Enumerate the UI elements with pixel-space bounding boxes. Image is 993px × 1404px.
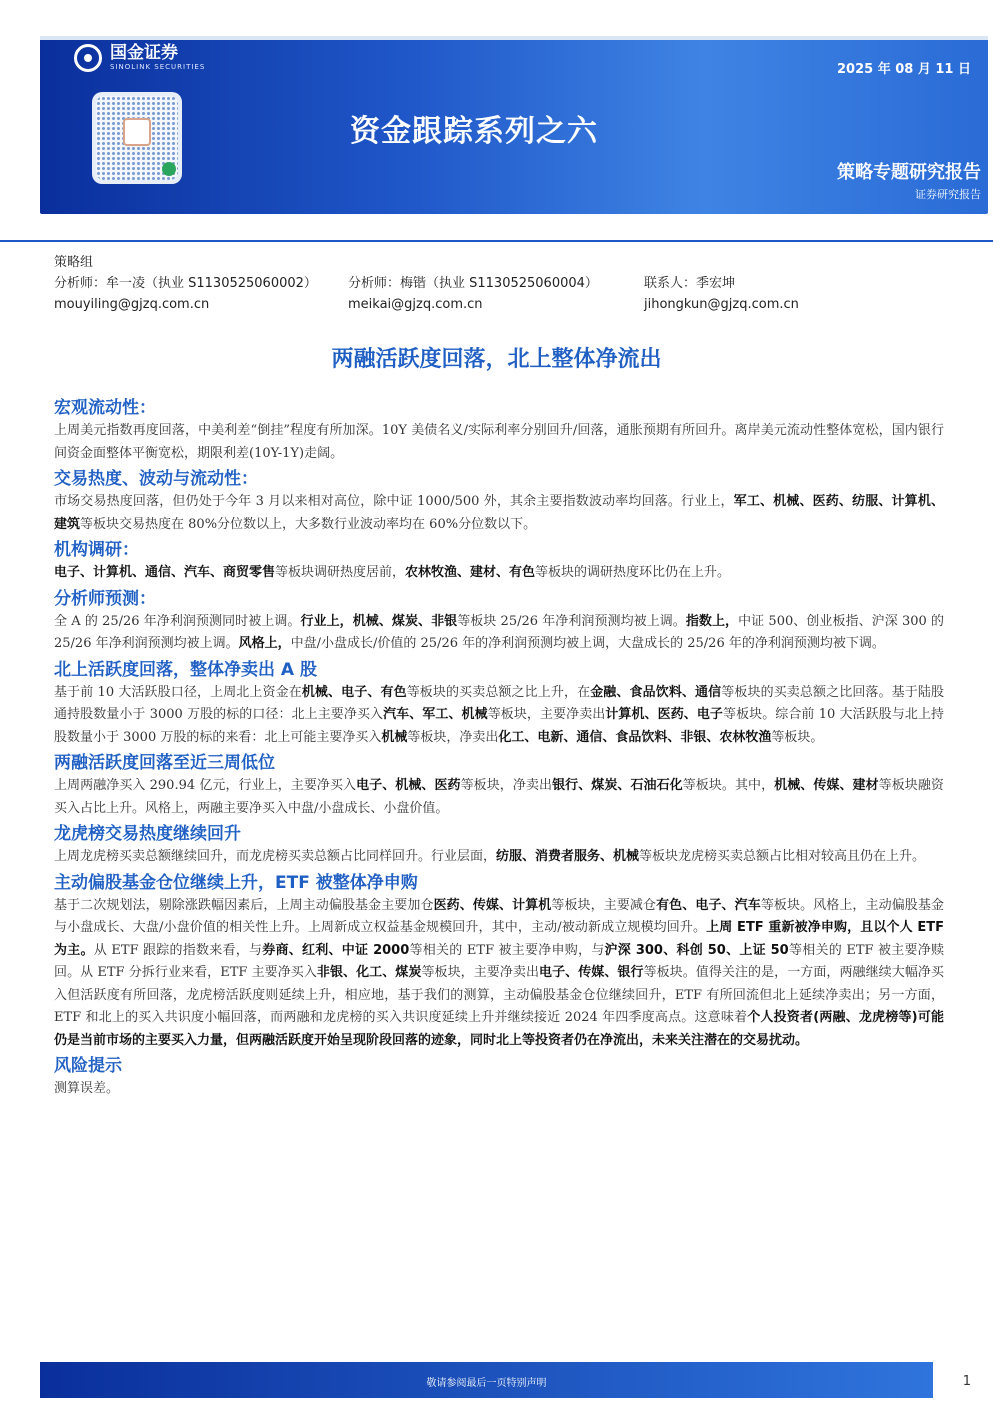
- report-type: 策略专题研究报告: [837, 162, 981, 183]
- highlight-text: 银行、煤炭、石油石化: [552, 778, 683, 793]
- body-text: 从 ETF 跟踪的指数来看，与: [93, 942, 263, 958]
- body-text: 上周两融净买入 290.94 亿元，行业上，主要净买入: [54, 778, 357, 793]
- highlight-text: 个人投资者(两融、龙虎榜等)可能仍是当前市场的主要买入力量，但两融活跃度开始呈现阶段回落的迹象，同时北上等投资者仍在净流出，未来关注潜在的交易扰动。: [54, 1010, 944, 1048]
- highlight-text: 纺服、消费者服务、机械: [496, 849, 640, 864]
- highlight-text: 券商、红利、中证 2000: [262, 942, 410, 958]
- body-text: 等板块，主要净卖出: [487, 707, 606, 722]
- analyst-1-email[interactable]: mouyiling@gjzq.com.cn: [54, 297, 210, 312]
- body-text: 等板块的买卖总额之比上升，在: [406, 684, 591, 700]
- qr-code-icon: [92, 92, 182, 184]
- body-text: 等板块 25/26 年净利润预测均被上调。: [457, 613, 686, 629]
- body-text: 等板块融资买入占比上升。风格上，两融主要净买入中盘/小盘成长、小盘价值。: [54, 778, 944, 816]
- report-subtype: 证券研究报告: [915, 188, 981, 201]
- body-text: 等板块的买卖总额之比回落。基于陆股通持股数量小于 3000 万股的标的口径：北上主要净买入: [54, 684, 944, 722]
- report-body: [54, 394, 944, 1101]
- logo-text: [110, 44, 205, 72]
- highlight-text: 电子、传媒、银行: [539, 965, 644, 980]
- body-text: 等板块。: [771, 729, 824, 745]
- section-heading: 交易热度、波动与流动性：: [54, 469, 258, 489]
- section-heading: 分析师预测：: [54, 588, 156, 609]
- logo-en-name: SINOLINK SECURITIES: [110, 63, 206, 71]
- body-text: 等板块。值得关注的是，一方面，两融继续大幅净买入但活跃度有所回落，龙虎榜活跃度则延续上升，相应地，基于我们的测算，主动偏股基金仓位继续回升，ETF 有所回流但北上延续净卖出；另一方面，ETF 和北上的买入共识度小幅回落，而两融和龙虎榜的买入共识度延续上升并继续接近 2024 年四季度高点。这意味着: [54, 965, 944, 1025]
- body-text: 等相关的 ETF 被主要净申购，与: [409, 942, 605, 958]
- report-main-title: 两融活跃度回落，北上整体净流出: [331, 347, 662, 372]
- highlight-text: 化工、电新、通信、食品饮料、非银、农林牧渔: [498, 729, 772, 745]
- body-text: 上周美元指数再度回落，中美利差“倒挂”程度有所加深。10Y 美债名义/实际利率分别回升/回落，通胀预期有所回升。离岸美元流动性整体宽松，国内银行间资金面整体平衡宽松，期限利差(10Y-1Y)走阔。: [54, 423, 944, 461]
- report-date: 2025 年 08 月 11 日: [837, 62, 971, 77]
- header-divider: [0, 240, 993, 242]
- sinolink-logo-icon: [74, 44, 102, 72]
- body-text: 基于前 10 大活跃股口径，上周北上资金在: [54, 684, 302, 700]
- highlight-text: 计算机、医药、电子: [605, 707, 723, 722]
- section-paragraph: [54, 1078, 944, 1101]
- highlight-text: 机械、传媒、建材: [774, 778, 879, 793]
- highlight-text: 风格上，: [238, 636, 291, 651]
- section-paragraph: [54, 775, 944, 820]
- body-text: 等板块，净卖出: [460, 778, 553, 793]
- section-paragraph: [54, 895, 944, 1053]
- highlight-text: 上周 ETF 重新被净申购，且以个人 ETF 为主。: [54, 920, 944, 958]
- series-title: 资金跟踪系列之六: [350, 114, 598, 149]
- analyst-1: 分析师：牟一凌（执业 S1130525060002）: [54, 276, 317, 291]
- highlight-text: 电子、计算机、通信、汽车、商贸零售: [54, 565, 276, 580]
- section-heading: 北上活跃度回落，整体净卖出 A 股: [54, 659, 317, 680]
- body-text: 上周龙虎榜买卖总额继续回升，而龙虎榜买卖总额占比同样回升。行业层面，: [54, 849, 497, 864]
- highlight-text: 汽车、军工、机械: [383, 707, 488, 722]
- body-text: 市场交易热度回落，但仍处于今年 3 月以来相对高位，除中证 1000/500 外，其余主要指数波动率均回落。行业上，: [54, 494, 734, 509]
- section-heading: 龙虎榜交易热度继续回升: [54, 824, 241, 844]
- section-heading: 两融活跃度回落至近三周低位: [54, 753, 275, 773]
- body-text: 等板块调研热度居前，: [275, 565, 406, 580]
- highlight-text: 指数上，: [685, 613, 739, 629]
- section-paragraph: [54, 682, 944, 750]
- body-text: 等板块，净卖出: [407, 729, 499, 745]
- body-text: 等板块龙虎榜买卖总额占比相对较高且仍在上升。: [639, 849, 926, 864]
- team-name: 策略组: [54, 255, 94, 270]
- body-text: 等板块，主要净卖出: [421, 965, 540, 980]
- logo-cn-name: 国金证券: [110, 43, 178, 63]
- body-text: 等板块。其中，: [682, 778, 775, 793]
- body-text: 等板块。风格上，主动偏股基金与小盘成长、大盘/小盘价值的相关性上升。上周新成立权益基金规模回升，其中，主动/被动新成立规模均回升。: [54, 897, 944, 935]
- section-paragraph: [54, 611, 944, 656]
- body-text: 等相关的 ETF 被主要净赎回。从 ETF 分拆行业来看，ETF 主要净买入: [54, 942, 944, 980]
- highlight-text: 农林牧渔、建材、有色: [405, 565, 536, 580]
- body-text: 等板块的调研热度环比仍在上升。: [535, 565, 731, 580]
- highlight-text: 医药、传媒、计算机: [433, 897, 552, 913]
- highlight-text: 非银、化工、煤炭: [316, 965, 422, 980]
- body-text: 等板块交易热度在 80%分位数以上，大多数行业波动率均在 60%分位数以下。: [80, 516, 537, 532]
- section-heading: 宏观流动性：: [54, 398, 156, 418]
- body-text: 等板块。综合前 10 大活跃股与北上持股数量小于 3000 万股的标的来看：北上可能主要净买入: [54, 707, 944, 745]
- qr-center-logo: [123, 118, 151, 146]
- contact-email[interactable]: jihongkun@gjzq.com.cn: [644, 297, 799, 312]
- body-text: 中盘/小盘成长/价值的 25/26 年的净利润预测均被上调，大盘成长的 25/26 年的净利润预测均被下调。: [290, 636, 885, 651]
- body-text: 全 A 的 25/26 年净利润预测同时被上调。: [54, 613, 301, 629]
- analyst-2-email[interactable]: meikai@gjzq.com.cn: [348, 297, 483, 312]
- highlight-text: 机械: [381, 729, 408, 745]
- header-top-strip: [40, 36, 988, 40]
- body-text: 等板块，主要减仓: [551, 897, 657, 913]
- highlight-text: 有色、电子、汽车: [656, 897, 761, 913]
- highlight-text: 军工、机械、医药、纺服、计算机、建筑: [54, 494, 944, 532]
- highlight-text: 金融、食品饮料、通信: [590, 684, 722, 700]
- body-text: 基于二次规划法，剔除涨跌幅因素后，上周主动偏股基金主要加仓: [54, 897, 434, 913]
- footer-notice: 敬请参阅最后一页特别声明: [426, 1378, 547, 1389]
- analyst-2: 分析师：梅锴（执业 S1130525060004）: [348, 276, 598, 291]
- highlight-text: 行业上，机械、煤炭、非银: [300, 613, 458, 629]
- highlight-text: 电子、机械、医药: [356, 778, 461, 793]
- body-text: 测算误差。: [54, 1081, 120, 1096]
- section-paragraph: [54, 846, 944, 869]
- section-paragraph: [54, 491, 944, 536]
- email-row: [54, 294, 799, 315]
- section-paragraph: [54, 420, 944, 465]
- section-heading: 机构调研：: [54, 540, 139, 560]
- highlight-text: 机械、电子、有色: [301, 684, 407, 700]
- body-text: 中证 500、创业板指、沪深 300 的 25/26 年净利润预测均被上调。: [54, 613, 944, 651]
- page-number: 1: [962, 1374, 971, 1389]
- section-heading: 主动偏股基金仓位继续上升，ETF 被整体净申购: [54, 872, 418, 893]
- company-logo: [74, 44, 205, 72]
- contact-person: 联系人：季宏坤: [644, 276, 736, 291]
- author-block: [54, 252, 799, 315]
- highlight-text: 沪深 300、科创 50、上证 50: [604, 942, 789, 958]
- author-row: [54, 273, 799, 294]
- qr-badge-icon: [162, 162, 176, 176]
- section-paragraph: [54, 562, 944, 585]
- section-heading: 风险提示: [54, 1056, 122, 1076]
